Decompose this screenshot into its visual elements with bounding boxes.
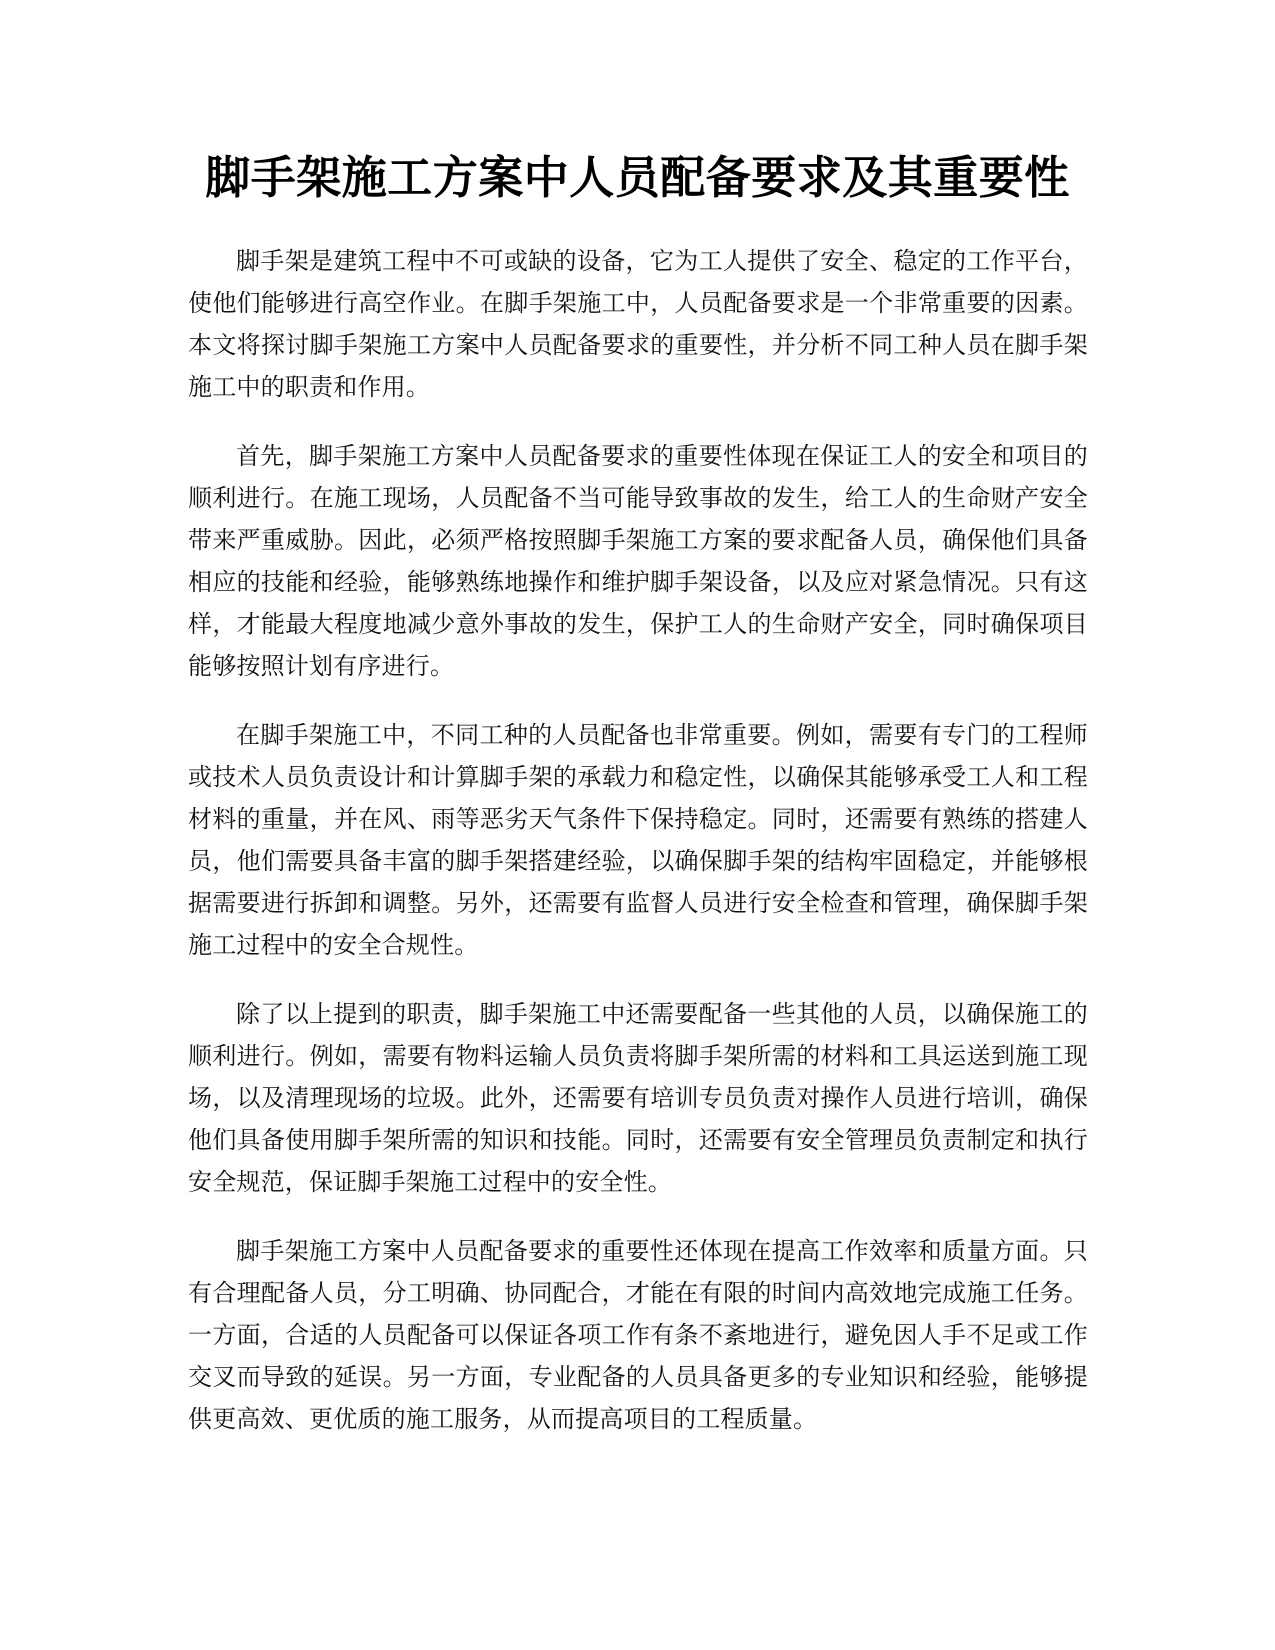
paragraph-3: 在脚手架施工中，不同工种的人员配备也非常重要。例如，需要有专门的工程师或技术人员负责设计和计算脚手架的承载力和稳定性，以确保其能够承受工人和工程材料的重量，并在风、雨等恶劣天气条件下保持稳定。同时，还需要有熟练的搭建人员，他们需要具备丰富的脚手架搭建经验，以确保脚手架的结构牢固稳定，并能够根据需要进行拆卸和调整。另外，还需要有监督人员进行安全检查和管理，确保脚手架施工过程中的安全合规性。 [188,721,1088,959]
paragraph-5: 脚手架施工方案中人员配备要求的重要性还体现在提高工作效率和质量方面。只有合理配备人员，分工明确、协同配合，才能在有限的时间内高效地完成施工任务。一方面，合适的人员配备可以保证各项工作有条不紊地进行，避免因人手不足或工作交叉而导致的延误。另一方面，专业配备的人员具备更多的专业知识和经验，能够提供更高效、更优质的施工服务，从而提高项目的工程质量。 [188,1237,1088,1433]
document-title: 脚手架施工方案中人员配备要求及其重要性 [205,151,1070,204]
paragraph-1: 脚手架是建筑工程中不可或缺的设备，它为工人提供了安全、稳定的工作平台，使他们能够进行高空作业。在脚手架施工中，人员配备要求是一个非常重要的因素。本文将探讨脚手架施工方案中人员配备要求的重要性，并分析不同工种人员在脚手架施工中的职责和作用。 [188,247,1088,401]
paragraph-4: 除了以上提到的职责，脚手架施工中还需要配备一些其他的人员，以确保施工的顺利进行。例如，需要有物料运输人员负责将脚手架所需的材料和工具运送到施工现场，以及清理现场的垃圾。此外，还需要有培训专员负责对操作人员进行培训，确保他们具备使用脚手架所需的知识和技能。同时，还需要有安全管理员负责制定和执行安全规范，保证脚手架施工过程中的安全性。 [188,1000,1088,1196]
paragraph-2: 首先，脚手架施工方案中人员配备要求的重要性体现在保证工人的安全和项目的顺利进行。在施工现场，人员配备不当可能导致事故的发生，给工人的生命财产安全带来严重威胁。因此，必须严格按照脚手架施工方案的要求配备人员，确保他们具备相应的技能和经验，能够熟练地操作和维护脚手架设备，以及应对紧急情况。只有这样，才能最大程度地减少意外事故的发生，保护工人的生命财产安全，同时确保项目能够按照计划有序进行。 [188,442,1088,680]
document-body [188,240,1088,1467]
